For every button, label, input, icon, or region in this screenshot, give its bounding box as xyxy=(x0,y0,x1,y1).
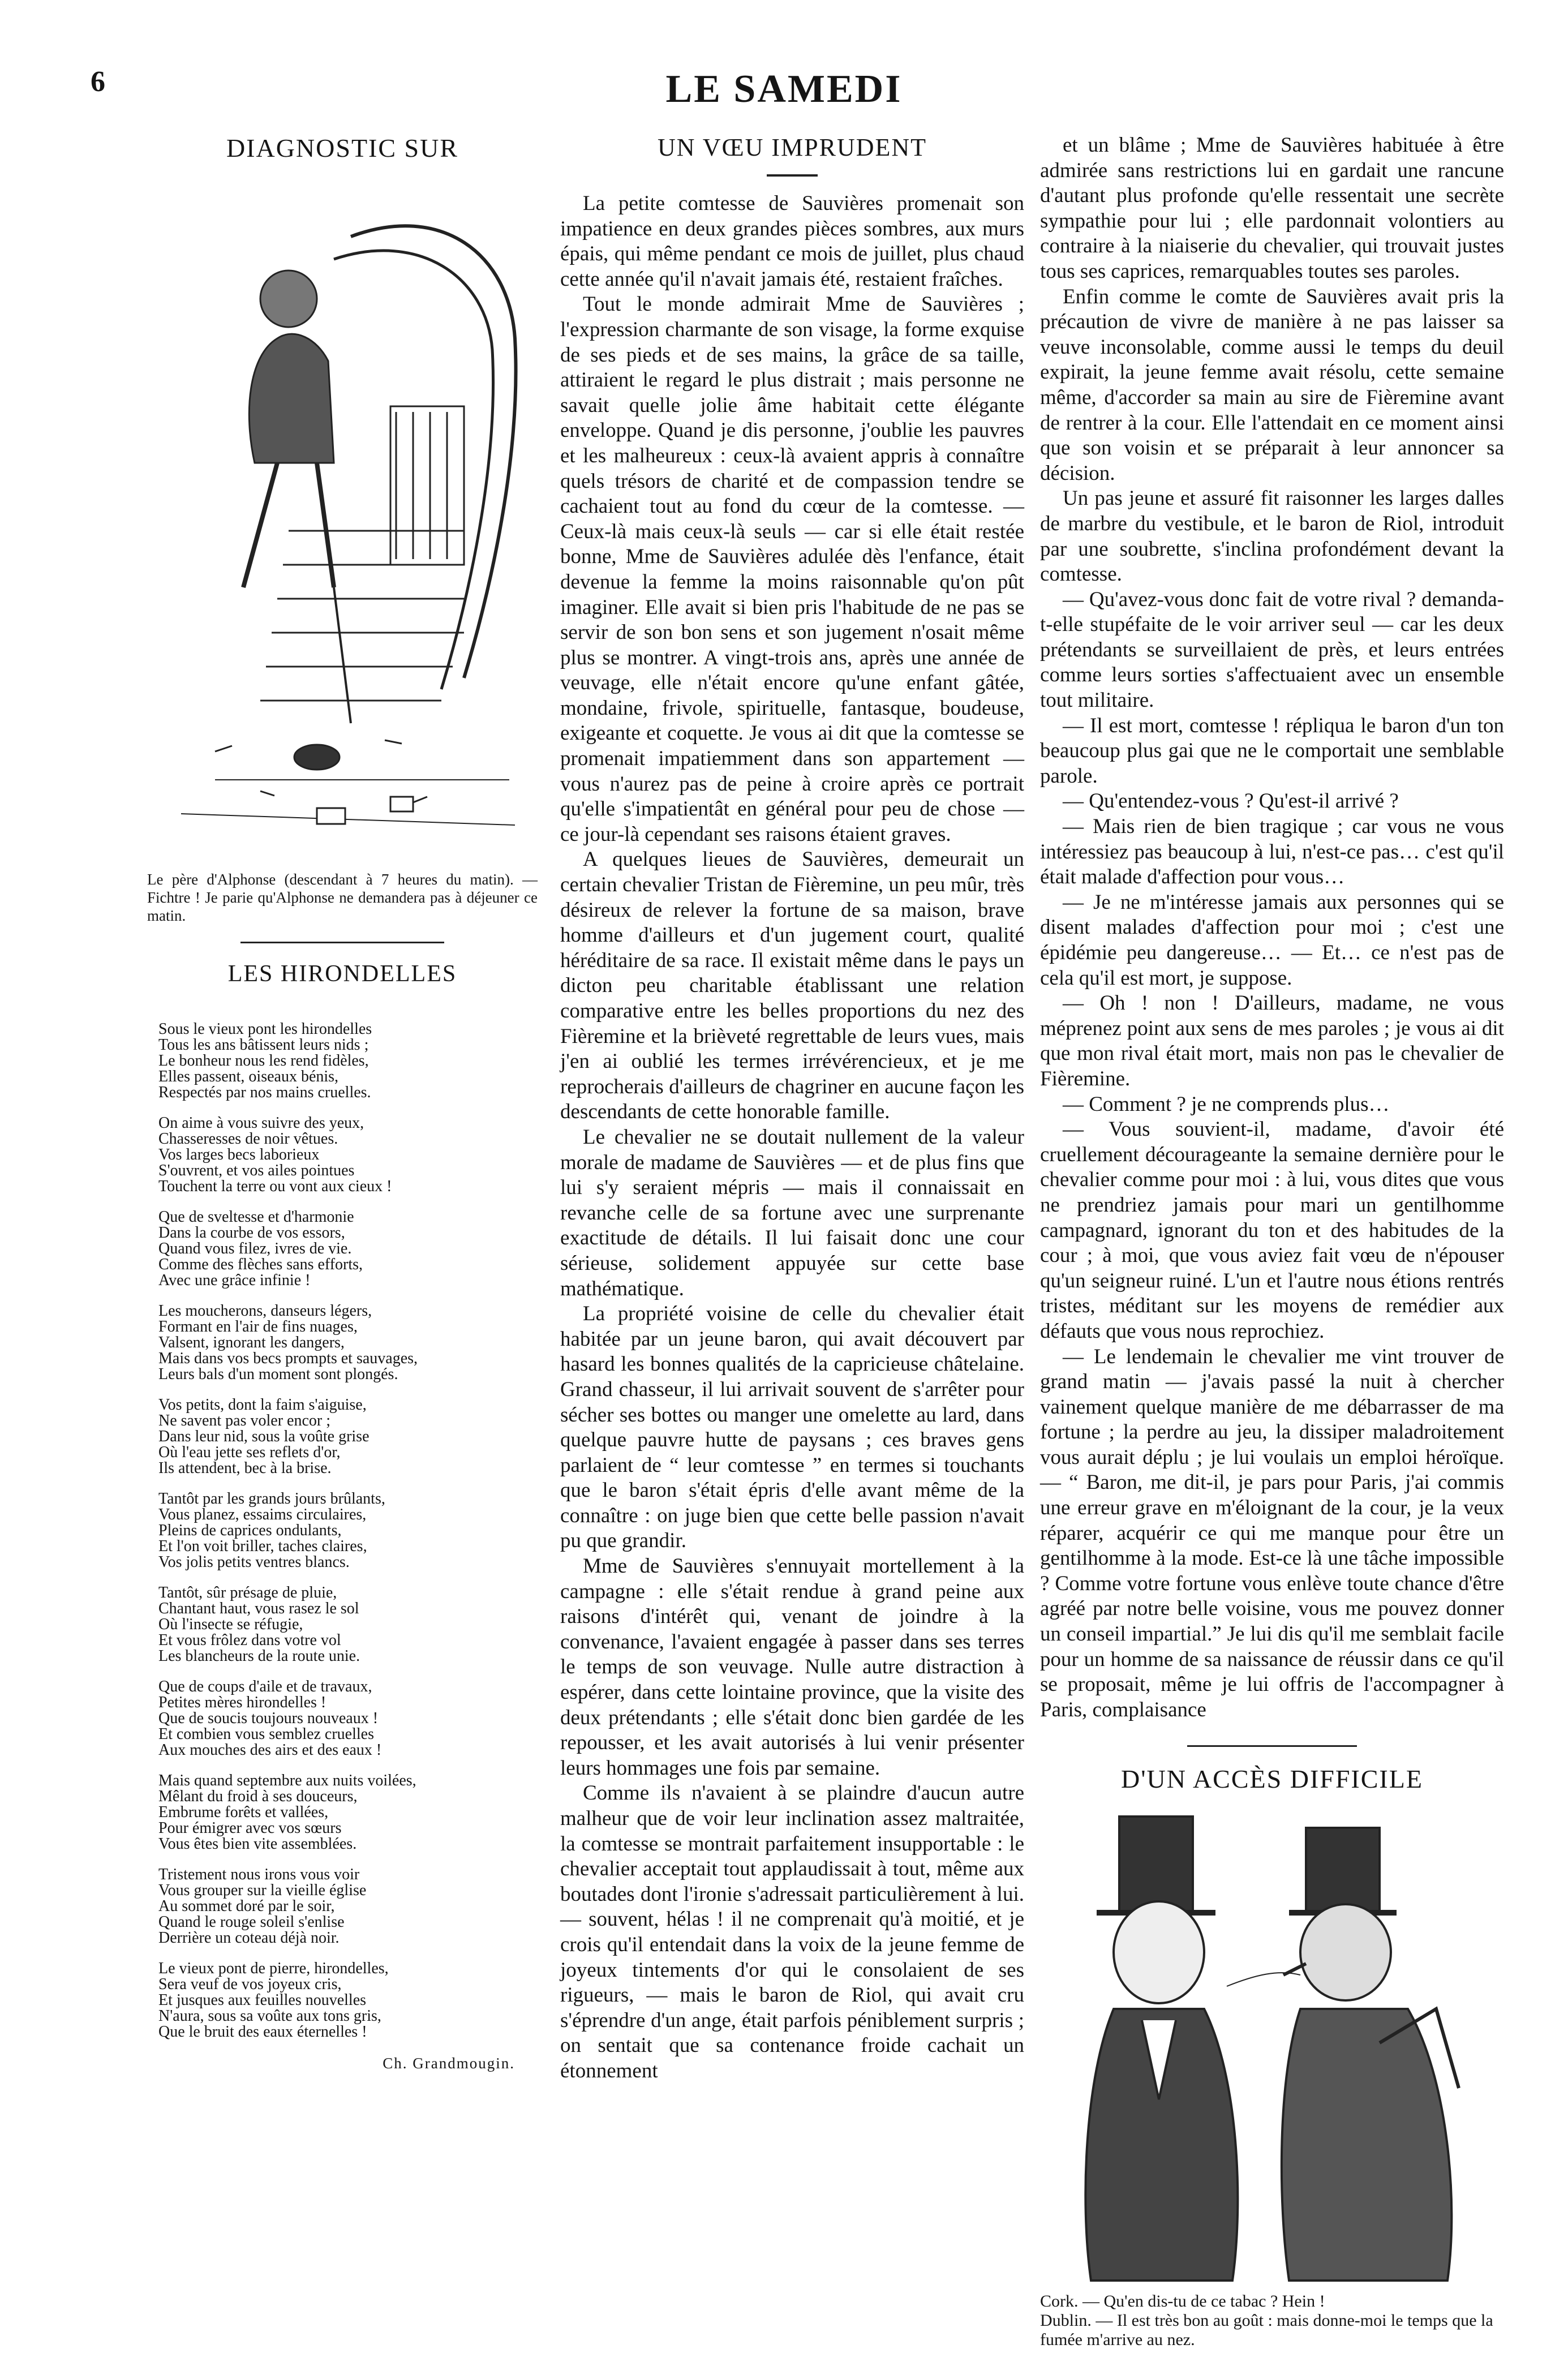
poem-line: Vous grouper sur la vieille église xyxy=(158,1882,367,1899)
poem-stanza xyxy=(158,1585,538,1664)
story-paragraph: — Oh ! non ! D'ailleurs, madame, ne vous méprenez point aux sens de mes paroles ; je vous ai dit que mon rival était mort, mais non pas le chevalier de Fièremine. xyxy=(1040,991,1504,1090)
story-paragraph: — Qu'avez-vous donc fait de votre rival ? demanda-t-elle stupéfaite de le voir arriver seul — car les deux prétendants se surveillaient de près, et leurs entrées comme leurs sorties s'affectuaient avec un ensemble tout militaire. xyxy=(1040,587,1504,712)
poem-line: Tantôt par les grands jours brûlants, xyxy=(158,1490,385,1508)
poem-line: Chasseresses de noir vêtues. xyxy=(158,1130,338,1148)
divider xyxy=(240,942,444,943)
poem-line: Vos petits, dont la faim s'aiguise, xyxy=(158,1396,367,1414)
poem-line: Et jusques aux feuilles nouvelles xyxy=(158,1991,367,2009)
poem-stanza xyxy=(158,1021,538,1101)
story-paragraph: Comme ils n'avaient à se plaindre d'aucun autre malheur que de voir leur inclination assez maltraitée, la comtesse se montrait parfaitement insupportable : le chevalier acceptait tout applaudissait à tout, même aux boutades dont l'ironie s'adressait particulièrement à lui. — souvent, hélas ! il ne comprenait qu'à moitié, et je crois qu'il entendait dans la voix de la jeune femme de joyeux tintements d'or qui le consolaient de ses rigueurs, — mais le baron de Riol, qui avait cru s'éprendre d'un ange, était parfois péniblement surpris ; on sentait que sa contenance froide cachait un étonnement xyxy=(560,1781,1024,2082)
poem-line: Embrume forêts et vallées, xyxy=(158,1803,329,1821)
poem-line: Avec une grâce infinie ! xyxy=(158,1272,311,1289)
section-title-acces: D'UN ACCÈS DIFFICILE xyxy=(1121,1764,1423,1794)
poem-line: Pleins de caprices ondulants, xyxy=(158,1522,342,1539)
poem-line: Pour émigrer avec vos sœurs xyxy=(158,1819,342,1837)
poem-line: Derrière un coteau déjà noir. xyxy=(158,1929,340,1947)
poem-stanza xyxy=(158,1961,538,2040)
column-3 xyxy=(1040,133,1504,2350)
poem-line: Les moucherons, danseurs légers, xyxy=(158,1302,372,1320)
poem-line: On aime à vous suivre des yeux, xyxy=(158,1114,364,1132)
poem-signature: Ch. Grandmougin. xyxy=(383,2055,515,2072)
divider xyxy=(1187,1745,1357,1747)
poem-line: Au sommet doré par le soir, xyxy=(158,1897,335,1915)
poem-line: Vous êtes bien vite assemblées. xyxy=(158,1835,357,1853)
story-paragraph: — Je ne m'intéresse jamais aux personnes qui se disent malades d'affection pour moi ; c'est une épidémie peu dangereuse… — Et… ce n'est pas de cela qu'il est mort, je suppose. xyxy=(1040,890,1504,990)
poem-line: Tristement nous irons vous voir xyxy=(158,1866,360,1883)
story-title: UN VŒU IMPRUDENT xyxy=(657,134,927,161)
poem-line: Et l'on voit briller, taches claires, xyxy=(158,1538,367,1555)
poem-line: Dans leur nid, sous la voûte grise xyxy=(158,1428,370,1445)
story-paragraph: — Qu'entendez-vous ? Qu'est-il arrivé ? xyxy=(1063,789,1399,813)
cartoon2-caption-2: Dublin. — Il est très bon au goût : mais donne-moi le temps que la fumée m'arrive au nez. xyxy=(1040,2311,1493,2350)
poem-line: Sous le vieux pont les hirondelles xyxy=(158,1020,372,1038)
poem-line: Comme des flèches sans efforts, xyxy=(158,1256,363,1273)
poem-line: Vos larges becs laborieux xyxy=(158,1146,320,1163)
poem-line: Leurs bals d'un moment sont plongés. xyxy=(158,1365,398,1383)
story-paragraph: — Le lendemain le chevalier me vint trouver de grand matin — j'avais passé la nuit à chercher vainement quelque manière de me débarrasser de ma fortune ; la perdre au jeu, la dissiper maladroitement vous aurait déplu ; je lui voulais un emploi héroïque. — “ Baron, me dit-il, je pars pour Paris, j'ai commis une erreur grave en m'éloignant de la cour, je la veux réparer, acquérir ce qui me manque pour être un gentilhomme à la mode. Est-ce là une tâche impossible ? Comme votre fortune vous enlève toute chance d'être agréé par notre belle voisine, vous me pouvez donner un conseil impartial.” Je lui dis qu'il me semblait facile pour un homme de sa naissance de réussir dans ce qu'il se proposait, même je lui offris de l'accompagner à Paris, complaisance xyxy=(1040,1345,1504,1721)
poem-stanza xyxy=(158,1679,538,1758)
poem-stanza xyxy=(158,1115,538,1195)
poem-line: Valsent, ignorant les dangers, xyxy=(158,1334,345,1351)
story-paragraph: et un blâme ; Mme de Sauvières habituée à être admirée sans restrictions lui en gardait une rancune d'autant plus profonde qu'elle ressentait une secrète sympathie pour lui ; elle pardonnait volontiers au contraire à la niaiserie du chevalier, qui trouvait justes tous ses caprices, remarquables toutes ses paroles. xyxy=(1040,134,1504,283)
title-rule xyxy=(767,174,818,177)
poem-line: Que le bruit des eaux éternelles ! xyxy=(158,2023,367,2041)
column-1 xyxy=(147,133,538,2072)
poem-line: Ils attendent, bec à la brise. xyxy=(158,1459,332,1477)
poem-stanza xyxy=(158,1491,538,1570)
story-paragraph: Mme de Sauvières s'ennuyait mortellement à la campagne : elle s'était rendue à grand peine aux raisons d'intérêt qui, venant de joindre à la convenance, l'avaient engagée à passer dans ses terres le temps de son veuvage. Nulle autre distraction à espérer, dans cette lointaine province, que la visite des deux prétendants ; elle s'était donc bien gardée de les repousser, et les avait autorisés à lui venir présenter leurs hommages une fois par semaine. xyxy=(560,1554,1024,1780)
story-paragraph: — Il est mort, comtesse ! répliqua le baron d'un ton beaucoup plus gai que ne le comportait une semblable parole. xyxy=(1040,714,1504,788)
poem-line: Sera veuf de vos joyeux cris, xyxy=(158,1976,342,1993)
poem-line: Mais quand septembre aux nuits voilées, xyxy=(158,1772,416,1789)
page-number: 6 xyxy=(91,66,105,98)
poem-line: Quand vous filez, ivres de vie. xyxy=(158,1240,352,1257)
poem-line: Quand le rouge soleil s'enlise xyxy=(158,1913,345,1931)
poem-line: Respectés par nos mains cruelles. xyxy=(158,1084,371,1101)
story-paragraph: Le chevalier ne se doutait nullement de la valeur morale de madame de Sauvières — et de plus fins que lui s'y seraient mépris — mais il connaissait en revanche celle de sa fortune avec une surprenante exactitude de détails. Il lui faisait donc une cour sérieuse, solidement appuyée sur cette base mathématique. xyxy=(560,1125,1024,1300)
story-paragraph: La propriété voisine de celle du chevalier était habitée par un jeune baron, qui avait découvert par hasard les bonnes qualités de la capricieuse châtelaine. Grand chasseur, il lui arrivait souvent de s'arrêter pour sécher ses bottes ou manger une omelette au lard, dans quelque pauvre hutte de paysans ; ces braves gens parlaient de “ leur comtesse ” en termes si touchants que le baron s'était épris d'elle avant même de la connaître : on juge bien que cette belle passion n'avait pu que grandir. xyxy=(560,1302,1024,1553)
cartoon-smokers xyxy=(1040,1805,1504,2292)
poem-stanza xyxy=(158,1397,538,1476)
poem-line: Tantôt, sûr présage de pluie, xyxy=(158,1584,337,1601)
section-title-diagnostic: DIAGNOSTIC SUR xyxy=(226,134,459,162)
poem-line: Que de sveltesse et d'harmonie xyxy=(158,1208,354,1226)
poem-line: Le bonheur nous les rend fidèles, xyxy=(158,1052,369,1070)
story-paragraph: — Mais rien de bien tragique ; car vous ne vous intéressiez pas beaucoup à lui, n'est-ce pas… c'est qu'il était malade d'affection pour vous… xyxy=(1040,815,1504,889)
staircase-illustration xyxy=(147,169,538,870)
cartoon1-caption: Le père d'Alphonse (descendant à 7 heures du matin). — Fichtre ! Je parie qu'Alphonse ne demandera pas à déjeuner ce matin. xyxy=(147,871,538,924)
poem-line: Vous planez, essaims circulaires, xyxy=(158,1506,367,1523)
cartoon2-caption-1: Cork. — Qu'en dis-tu de ce tabac ? Hein ! xyxy=(1040,2292,1325,2311)
poem-line: Mais dans vos becs prompts et sauvages, xyxy=(158,1350,418,1367)
poem-line: Que de coups d'aile et de travaux, xyxy=(158,1678,372,1695)
story-paragraph: Enfin comme le comte de Sauvières avait pris la précaution de vivre de manière à ne pas laisser sa veuve inconsolable, comme aussi le temps du deuil expirait, la jeune femme avait résolu, cette semaine même, d'accorder sa main au sire de Fièremine avant de rentrer à la cour. Elle l'attendait en ce moment ainsi que son voisin et se préparait à leur annoncer sa décision. xyxy=(1040,285,1504,485)
story-paragraph: A quelques lieues de Sauvières, demeurait un certain chevalier Tristan de Fièremine, un peu mûr, très désireux de relever la fortune de sa maison, brave homme d'ailleurs et d'un jugement court, qualité héréditaire de sa race. Il existait même dans le pays un dicton peu charitable établissant une relation comparative entre les belles proportions du nez des Fièremine et la brièveté regrettable de leurs vues, mais j'en ai oublié les termes irrévérencieux, et je me reprocherais d'ailleurs de chagriner en aucune façon les descendants de cette honorable famille. xyxy=(560,848,1024,1124)
smokers-illustration xyxy=(1040,1805,1504,2292)
story-paragraph: La petite comtesse de Sauvières promenait son impatience en deux grandes pièces sombres, aux murs épais, qui même pendant ce mois de juillet, plus chaud cette année qu'il n'avait jamais été, restaient fraîches. xyxy=(560,192,1024,291)
poem-line: Petites mères hirondelles ! xyxy=(158,1694,327,1711)
poem-line: Et vous frôlez dans votre vol xyxy=(158,1631,341,1649)
poem-line: Où l'insecte se réfugie, xyxy=(158,1616,303,1633)
poem-line: S'ouvrent, et vos ailes pointues xyxy=(158,1162,355,1179)
story-text-col3 xyxy=(1040,133,1504,1723)
column-2 xyxy=(560,133,1024,2084)
poem-stanza xyxy=(158,1773,538,1852)
story-paragraph: — Comment ? je ne comprends plus… xyxy=(1063,1092,1390,1116)
poem-line: Où l'eau jette ses reflets d'or, xyxy=(158,1444,341,1461)
story-text-col2 xyxy=(560,191,1024,2084)
poem-line: Et combien vous semblez cruelles xyxy=(158,1725,374,1743)
poem-stanza xyxy=(158,1867,538,1946)
poem-line: Le vieux pont de pierre, hirondelles, xyxy=(158,1960,389,1977)
poem-line: Elles passent, oiseaux bénis, xyxy=(158,1068,339,1085)
cartoon-staircase xyxy=(147,169,538,870)
poem-line: Ne savent pas voler encor ; xyxy=(158,1412,330,1429)
poem-line: Touchent la terre ou vont aux cieux ! xyxy=(158,1178,392,1195)
poem-line: Aux mouches des airs et des eaux ! xyxy=(158,1741,382,1759)
poem-line: Vos jolis petits ventres blancs. xyxy=(158,1553,350,1571)
poem-line: Dans la courbe de vos essors, xyxy=(158,1224,345,1242)
story-paragraph: Un pas jeune et assuré fit raisonner les larges dalles de marbre du vestibule, et le baron de Riol, introduit par une soubrette, s'inclina profondément devant la comtesse. xyxy=(1040,487,1504,586)
poem-line: Les blancheurs de la route unie. xyxy=(158,1647,360,1665)
poem-line: Que de soucis toujours nouveaux ! xyxy=(158,1710,379,1727)
poem-hirondelles xyxy=(147,1021,538,2040)
poem-line: Tous les ans bâtissent leurs nids ; xyxy=(158,1036,369,1054)
running-head: LE SAMEDI xyxy=(665,67,903,111)
poem-title: LES HIRONDELLES xyxy=(227,961,457,987)
poem-stanza xyxy=(158,1209,538,1289)
poem-line: Mêlant du froid à ses douceurs, xyxy=(158,1788,358,1805)
poem-stanza xyxy=(158,1303,538,1382)
poem-line: N'aura, sous sa voûte aux tons gris, xyxy=(158,2007,381,2025)
poem-line: Chantant haut, vous rasez le sol xyxy=(158,1600,359,1617)
poem-line: Formant en l'air de fins nuages, xyxy=(158,1318,358,1335)
story-paragraph: — Vous souvient-il, madame, d'avoir été cruellement décourageante la semaine dernière pour le chevalier comme pour moi : à lui, vous dites que vous ne prendriez jamais pour mari un gentilhomme campagnard, ignorant du ton et des habitudes de la cour ; à moi, que vous aviez fait vœu de n'épouser qu'un seigneur ruiné. L'un et l'autre nous étions rentrés tristes, méditant sur les moyens de remédier aux défauts que vous nous reprochiez. xyxy=(1040,1118,1504,1343)
story-paragraph: Tout le monde admirait Mme de Sauvières ; l'expression charmante de son visage, la forme exquise de ses pieds et de ses mains, la grâce de sa taille, attiraient le regard le plus distrait ; mais personne ne savait quelle jolie âme habitait cette élégante enveloppe. Quand je dis personne, j'oublie les pauvres et les malheureux : ceux-là avaient appris à connaître quels trésors de charité et de compassion tendre se cachaient tout au fond du cœur de la comtesse. — Ceux-là mais ceux-là seuls — car si elle était restée bonne, Mme de Sauvières adulée dès l'enfance, était devenue la femme la moins raisonnable qu'on pût imaginer. Elle avait si bien pris l'habitude de ne pas se servir de son bon sens et son jugement n'osait même plus se montrer. A vingt-trois ans, après une année de veuvage, elle n'était encore qu'une enfant gâtée, mondaine, frivole, spirituelle, fantasque, boudeuse, exigeante et coquette. Je vous ai dit que la comtesse se promenait impatiemment dans son appartement — vous n'aurez pas de peine à croire après ce portrait qu'elle s'impatientât en général pour peu de chose — ce jour-là cependant ses raisons étaient graves. xyxy=(560,293,1024,846)
